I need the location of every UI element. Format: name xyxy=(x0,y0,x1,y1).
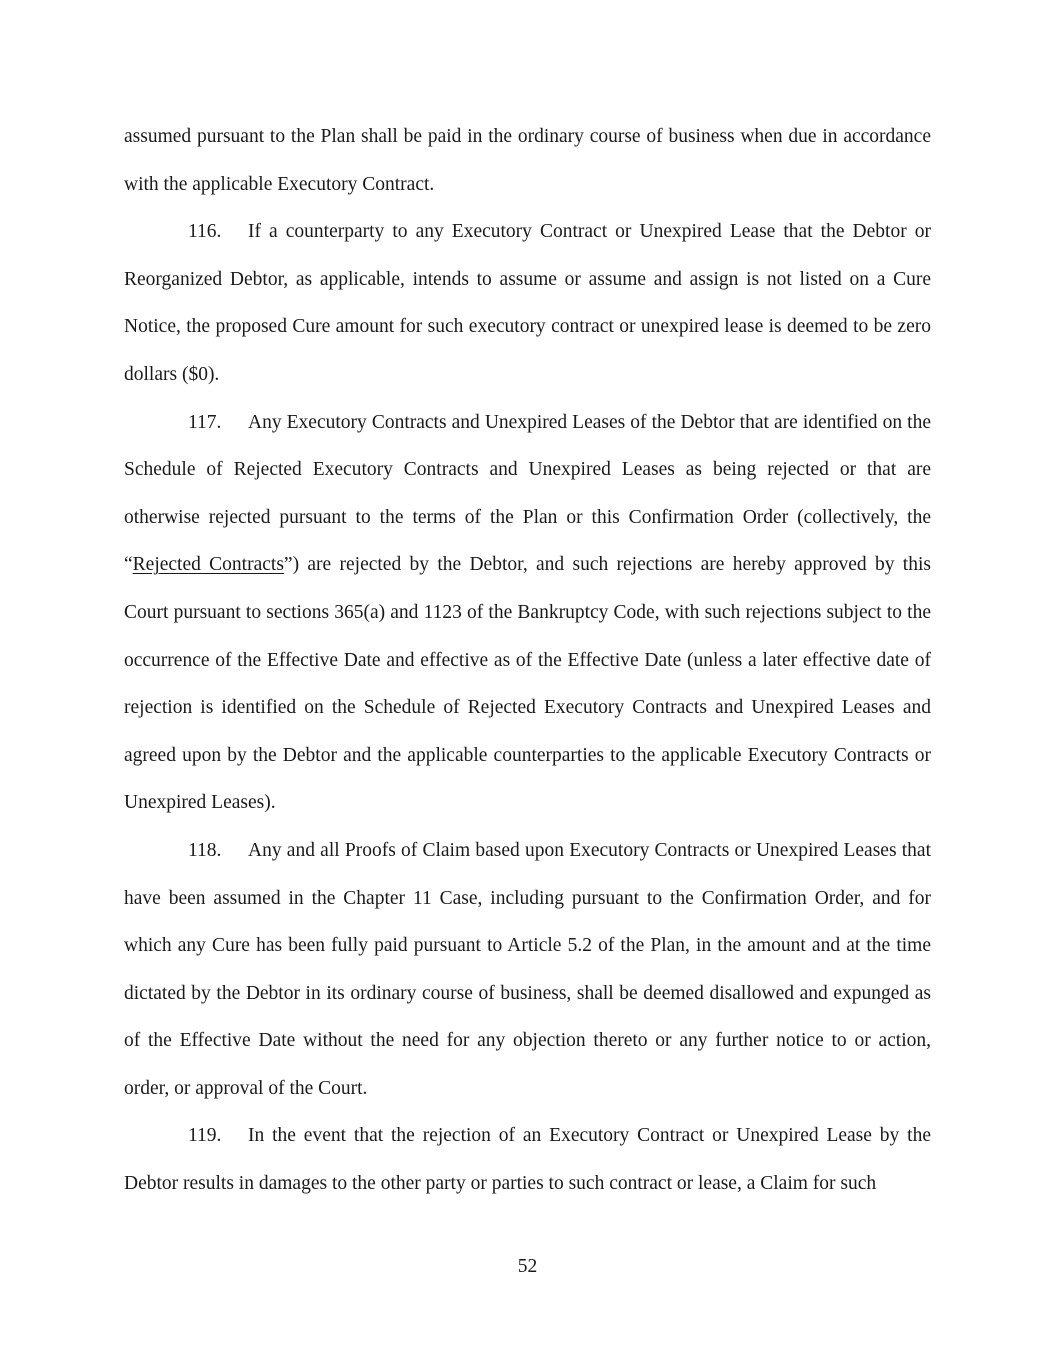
continuation-paragraph: assumed pursuant to the Plan shall be paid in the ordinary course of business when due in accordance with the applicable Executory Contract. xyxy=(124,126,931,195)
paragraph-number: 116. xyxy=(188,221,222,243)
paragraph-number: 117. xyxy=(188,411,222,433)
document-body xyxy=(124,113,931,1208)
paragraph-117 xyxy=(124,399,931,827)
paragraph-number: 118. xyxy=(188,839,222,861)
paragraph-116 xyxy=(124,208,931,398)
paragraph-text: Any Executory Contracts and Unexpired Leases of the Debtor that are identified on the Schedule of Rejected Executory Contracts and Unexpired Leases as being rejected or that are otherwise rejected pursuant to the terms of the Plan or this Confirmation Order (collectively, the “ xyxy=(124,411,931,576)
page-number: 52 xyxy=(517,1256,538,1277)
paragraph-119 xyxy=(124,1112,931,1207)
paragraph-text: Any and all Proofs of Claim based upon Executory Contracts or Unexpired Leases that have been assumed in the Chapter 11 Case, including pursuant to the Confirmation Order, and for which any Cure has been fully paid pursuant to Article 5.2 of the Plan, in the amount and at the time dictated by the Debtor in its ordinary course of business, shall be deemed disallowed and expunged as of the Effective Date without the need for any objection thereto or any further notice to or action, order, or approval of the Court. xyxy=(124,839,931,1099)
paragraph-118 xyxy=(124,827,931,1113)
paragraph-text: If a counterparty to any Executory Contract or Unexpired Lease that the Debtor or Reorganized Debtor, as applicable, intends to assume or assume and assign is not listed on a Cure Notice, the proposed Cure amount for such executory contract or unexpired lease is deemed to be zero dollars ($0). xyxy=(124,221,931,385)
paragraph-number: 119. xyxy=(188,1125,222,1147)
paragraph-text: In the event that the rejection of an Executory Contract or Unexpired Lease by the Debtor results in damages to the other party or parties to such contract or lease, a Claim for such xyxy=(124,1125,931,1195)
paragraph-text: ”) are rejected by the Debtor, and such rejections are hereby approved by this Court pursuant to sections 365(a) and 1123 of the Bankruptcy Code, with such rejections subject to the occurrence of the Effective Date and effective as of the Effective Date (unless a later effective date of rejection is identified on the Schedule of Rejected Executory Contracts and Unexpired Leases and agreed upon by the Debtor and the applicable counterparties to the applicable Executory Contracts or Unexpired Leases). xyxy=(124,554,931,814)
defined-term-rejected-contracts: Rejected Contracts xyxy=(132,554,284,576)
